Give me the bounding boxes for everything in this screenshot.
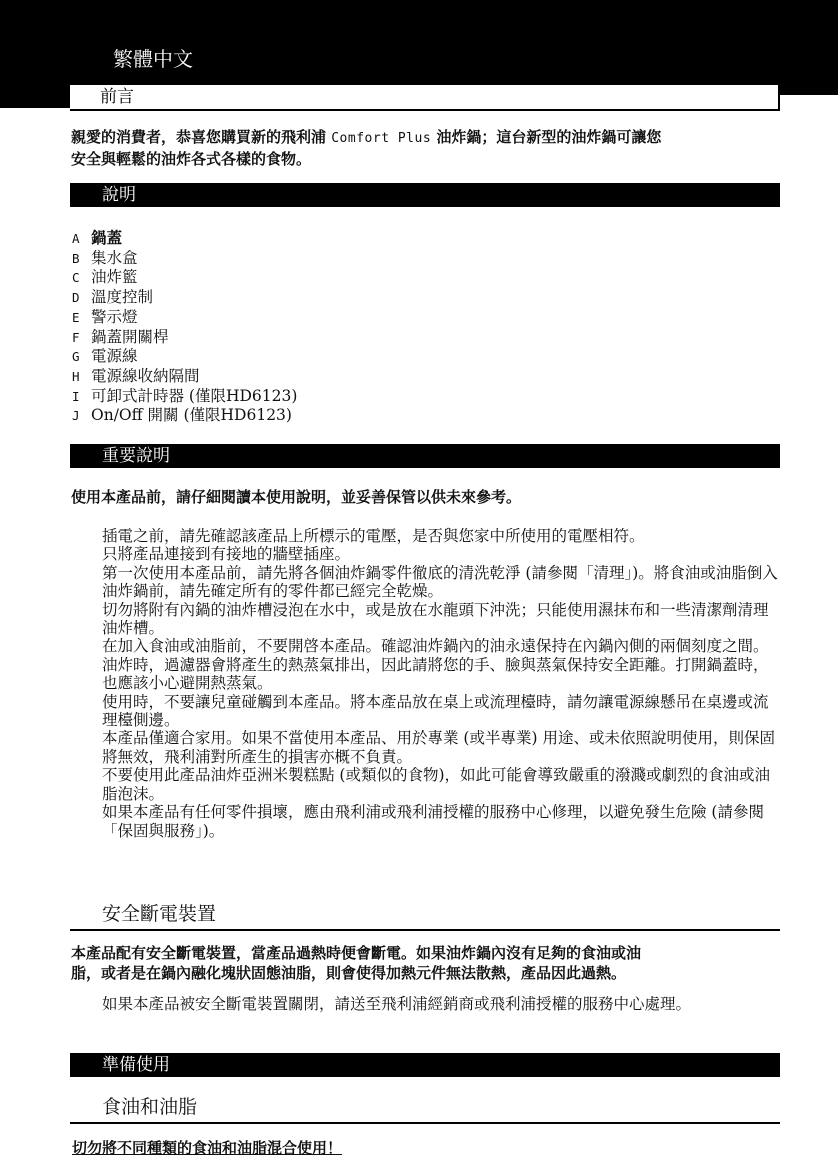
part-label: 集水盒 [91, 248, 138, 267]
list-item: 如果本產品有任何零件損壞，應由飛利浦或飛利浦授權的服務中心修理，以避免發生危險 (請參閱「保固與服務」)。 [102, 803, 764, 840]
part-label: 鍋蓋開關桿 [91, 327, 169, 346]
part-letter: A [72, 231, 80, 246]
oil-warning: 切勿將不同種類的食油和油脂混合使用！ [72, 1139, 343, 1157]
important-list [102, 527, 782, 840]
cutoff-line-2: 脂，或者是在鍋內融化塊狀固態油脂，則會使得加熱元件無法散熱，產品因此過熱。 [71, 964, 627, 982]
product-name: Comfort Plus [331, 131, 432, 146]
section-heading-preface: 前言 [70, 83, 780, 111]
section-heading-safety-cutoff: 安全斷電裝置 [70, 899, 780, 931]
section-heading-preparing: 準備使用 [70, 1053, 780, 1077]
section-heading-description: 說明 [70, 183, 780, 207]
list-item: 切勿將附有內鍋的油炸槽浸泡在水中，或是放在水龍頭下沖洗；只能使用濕抹布和一些清潔劑清理油炸槽。 [102, 600, 769, 638]
list-item [72, 367, 297, 387]
part-label: On/Off 開關 (僅限HD6123) [91, 406, 292, 425]
part-letter: B [72, 250, 80, 266]
list-item: 油炸時，過濾器會將產生的熱蒸氣排出，因此請將您的手、臉與蒸氣保持安全距離。打開鍋蓋時，也應該小心避開熱蒸氣。 [102, 655, 769, 693]
list-item: 插電之前，請先確認該產品上所標示的電壓，是否與您家中所使用的電壓相符。 [102, 527, 645, 545]
important-intro: 使用本產品前，請仔細閱讀本使用說明，並妥善保管以供未來參考。 [71, 488, 522, 506]
preface-paragraph [71, 127, 783, 169]
list-item [72, 406, 297, 426]
preface-text-end: 油炸鍋；這台新型的油炸鍋可讓您 [431, 128, 662, 146]
part-letter: H [72, 368, 80, 384]
part-letter: F [72, 329, 80, 345]
cutoff-note: 如果本產品被安全斷電裝置關閉，請送至飛利浦經銷商或飛利浦授權的服務中心處理。 [102, 995, 692, 1013]
part-label: 電源線 [91, 347, 138, 366]
list-item [72, 228, 297, 249]
list-item [72, 268, 297, 288]
list-item: 本產品僅適合家用。如果不當使用本產品、用於專業 (或半專業) 用途、或未依照說明使用，則保固將無效，飛利浦對所產生的損害亦概不負責。 [102, 729, 775, 766]
cutoff-line-1: 本產品配有安全斷電裝置，當產品過熱時便會斷電。如果油炸鍋內沒有足夠的食油或油 [71, 944, 642, 962]
list-item: 只將產品連接到有接地的牆壁插座。 [102, 545, 351, 564]
part-label: 溫度控制 [91, 288, 154, 307]
part-letter: I [72, 388, 80, 404]
section-heading-oil-fat: 食油和油脂 [70, 1092, 780, 1124]
list-item [72, 249, 297, 269]
part-letter: G [72, 349, 80, 365]
part-letter: E [72, 309, 80, 325]
preface-line-2: 安全與輕鬆的油炸各式各樣的食物。 [71, 150, 312, 168]
part-letter: J [72, 408, 80, 424]
list-item: 在加入食油或油脂前，不要開啓本產品。確認油炸鍋內的油永遠保持在內鍋內側的兩個刻度之間。 [102, 637, 769, 656]
part-label: 鍋蓋 [91, 228, 123, 247]
header-bar-tab [0, 95, 70, 108]
section-heading-important: 重要說明 [70, 444, 780, 468]
list-item [72, 387, 297, 407]
language-title: 繁體中文 [113, 47, 193, 71]
list-item [72, 288, 297, 308]
preface-text-start: 親愛的消費者，恭喜您購買新的飛利浦 [71, 128, 332, 146]
part-letter: C [72, 270, 80, 286]
part-label: 可卸式計時器 (僅限HD6123) [91, 386, 298, 405]
cutoff-paragraph [71, 943, 783, 983]
list-item [72, 308, 297, 328]
list-item [72, 347, 297, 367]
part-label: 油炸籃 [91, 268, 138, 287]
parts-list [72, 228, 297, 426]
list-item: 第一次使用本產品前，請先將各個油炸鍋零件徹底的清洗乾淨 (請參閱「清理」)。將食油或油脂倒入油炸鍋前，請先確定所有的零件都已經完全乾燥。 [102, 563, 778, 601]
preface-line-1 [71, 127, 783, 149]
part-label: 電源線收納隔間 [91, 366, 200, 385]
list-item: 使用時，不要讓兒童碰觸到本產品。將本產品放在桌上或流理檯時，請勿讓電源線懸吊在桌邊或流理檯側邊。 [102, 692, 769, 730]
part-letter: D [72, 290, 80, 306]
list-item: 不要使用此產品油炸亞洲米製糕點 (或類似的食物)，如此可能會導致嚴重的潑濺或劇烈的食油或油脂泡沫。 [102, 766, 771, 803]
part-label: 警示燈 [91, 307, 138, 326]
list-item [72, 328, 297, 348]
